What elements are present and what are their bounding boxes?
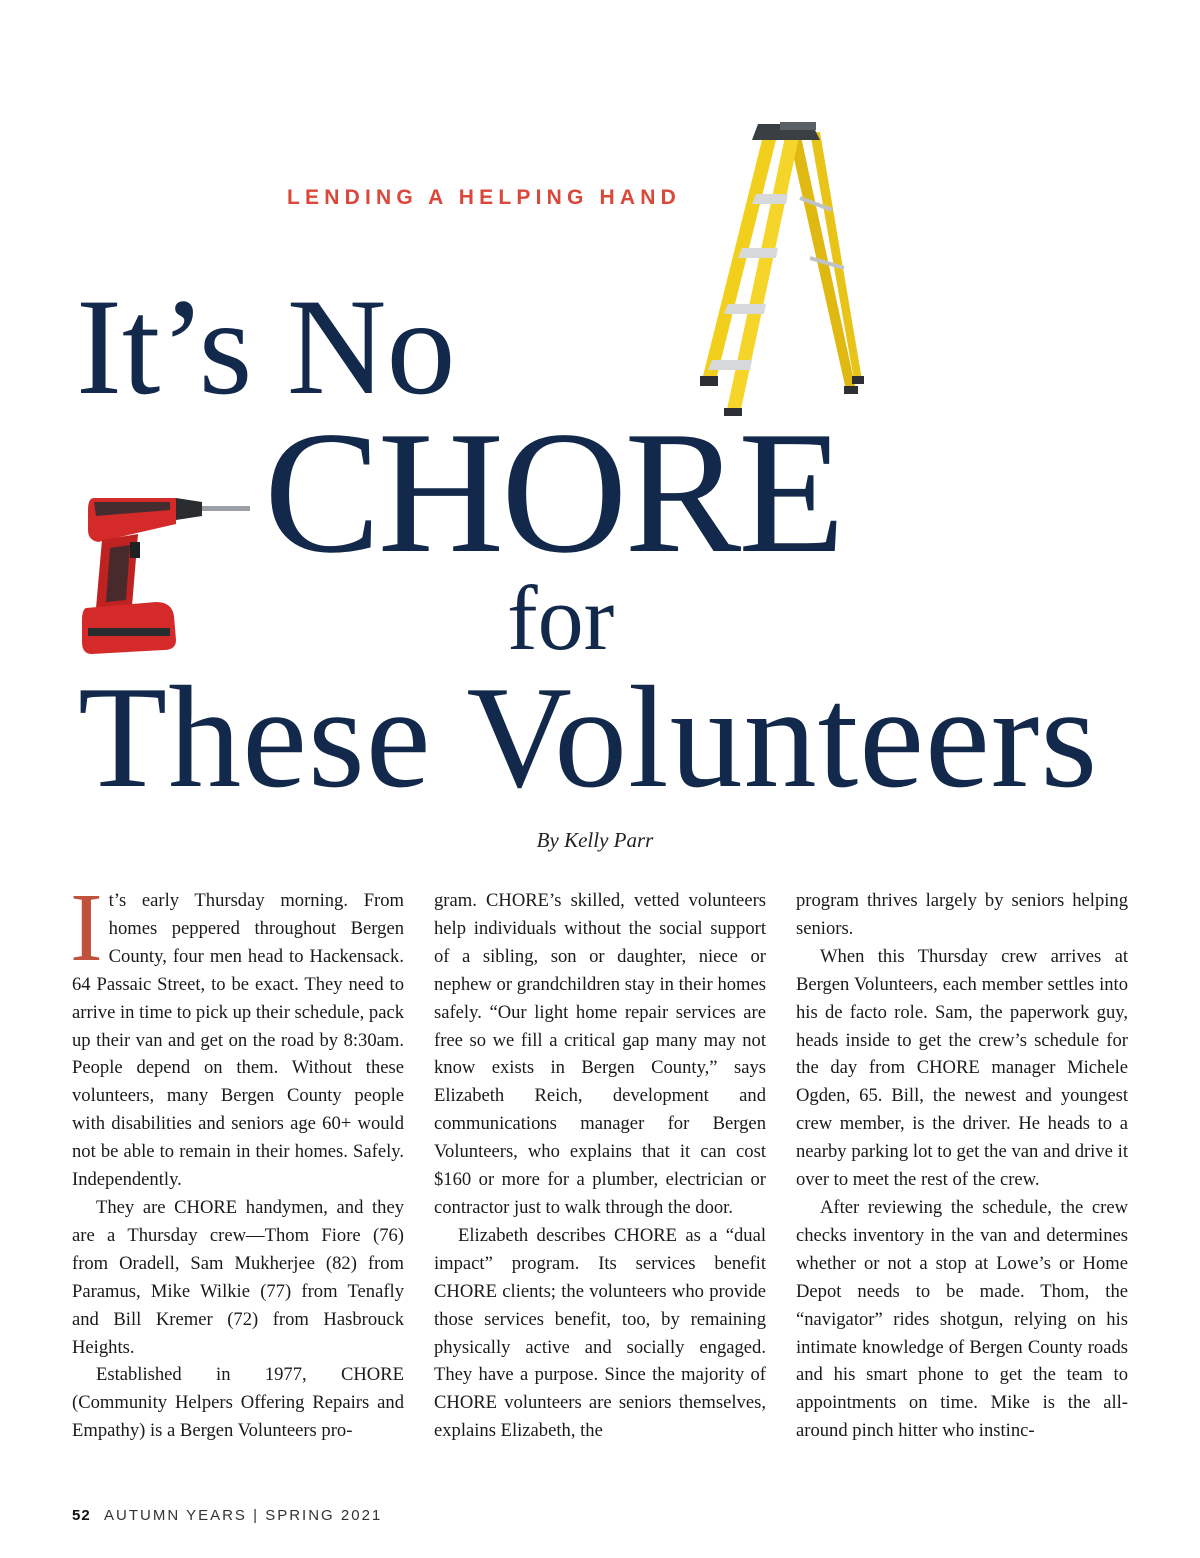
title-line-2: CHORE: [264, 395, 843, 589]
step-ladder-icon: [660, 118, 880, 418]
drop-cap: I: [70, 874, 103, 982]
kicker: LENDING A HELPING HAND: [287, 186, 682, 209]
article-column-3: [796, 887, 1128, 1445]
title-line-1: It’s No: [76, 270, 456, 423]
paragraph: program thrives largely by seniors helping seniors.: [796, 890, 1128, 939]
issue-date: SPRING 2021: [265, 1507, 383, 1524]
paragraph: They are CHORE handymen, and they are a Thursday crew—Thom Fiore (76) from Oradell, Sam Mukherjee (82) from Paramus, Mike Wilkie (77) from Tenafly and Bill Kremer (72) from Hasbrouck Heights.: [72, 1196, 404, 1358]
paragraph: gram. CHORE’s skilled, vetted volunteers help individuals without the social support of a sibling, son or daughter, niece or nephew or grandchildren stay in their homes safely. “Our light home repair services are free so we fill a critical gap many may not know exists in Bergen County,” says Elizabeth Reich, development and communications manager for Bergen Volunteers, who explains that it can cost $160 or more for a plumber, electrician or contractor just to walk through the door.: [434, 890, 766, 1218]
byline: [0, 828, 1200, 853]
byline-text: By Kelly Parr: [536, 828, 654, 852]
footer-separator: |: [253, 1507, 260, 1524]
paragraph: After reviewing the schedule, the crew checks inventory in the van and determines whether or not a stop at Lowe’s or Home Depot needs to be made. Thom, the “navigator” rides shotgun, relying on his intimate knowledge of Bergen County roads and his smart phone to get the team to appointments on time. Mike is the all-around pinch hitter who instinc-: [796, 1196, 1128, 1442]
paragraph: When this Thursday crew arrives at Bergen Volunteers, each member settles into his de facto role. Sam, the paperwork guy, heads inside to get the crew’s schedule for the day from CHORE manager Michele Ogden, 65. Bill, the newest and youngest crew member, is the driver. He heads to a nearby parking lot to get the van and drive it over to meet the rest of the crew.: [796, 945, 1128, 1191]
paragraph: Established in 1977, CHORE (Community Helpers Offering Repairs and Empathy) is a Bergen Volunteers pro-: [72, 1364, 404, 1442]
title-line-3: for: [507, 567, 615, 669]
title-line-4: These Volunteers: [78, 656, 1099, 818]
power-drill-icon: [80, 490, 255, 660]
article-column-2: [434, 887, 766, 1445]
publication-name: AUTUMN YEARS: [104, 1507, 247, 1524]
article-column-1: [70, 874, 404, 1445]
page-footer: [72, 1507, 382, 1524]
paragraph: Elizabeth describes CHORE as a “dual impact” program. Its services benefit CHORE clients; the volunteers who provide those services benefit, too, by remaining physically active and socially engaged. They have a purpose. Since the majority of CHORE volunteers are seniors themselves, explains Elizabeth, the: [434, 1224, 766, 1442]
paragraph: [70, 874, 404, 1194]
paragraph-text: t’s early Thursday morning. From homes peppered throughout Bergen County, four men head to Hackensack. 64 Passaic Street, to be exact. They need to arrive in time to pick up their schedule, pack up their van and get on the road by 8:30am. People depend on them. Without these volunteers, many Bergen County people with disabilities and seniors age 60+ would not be able to remain in their homes. Safely. Independently.: [72, 890, 404, 1191]
page-number: 52: [72, 1507, 91, 1524]
